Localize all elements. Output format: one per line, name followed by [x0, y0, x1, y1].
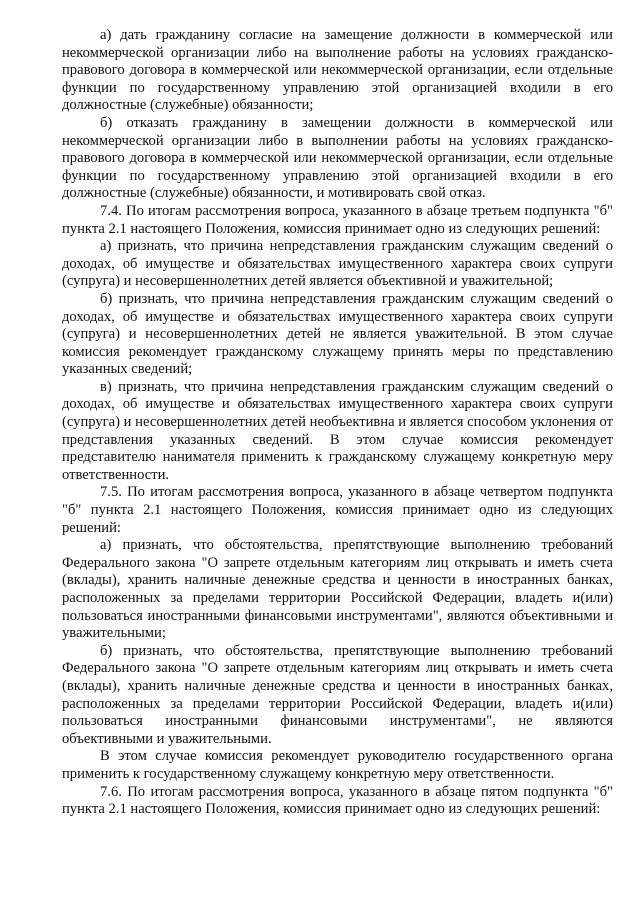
paragraph-7-5-b: б) признать, что обстоятельства, препятствующие выполнению требований Федерального закона "О запрете отдельным категориям лиц открывать и иметь счета (вклады), хранить наличные денежные средства и ценности в иностранных банках, расположенных за пределами территории Российской Федерации, владеть и(или) пользоваться иностранными финансовыми инструментами", не являются объективными и уважительными.	[62, 642, 613, 747]
paragraph-7-4-b: б) признать, что причина непредставления гражданским служащим сведений о доходах, об имуществе и обязательствах имущественного характера своих супруги (супруга) и несовершеннолетних детей не является уважительной. В этом случае комиссия рекомендует гражданскому служащему принять меры по представлению указанных сведений;	[62, 290, 613, 378]
paragraph-7-6: 7.6. По итогам рассмотрения вопроса, указанного в абзаце пятом подпункта "б" пункта 2.1 настоящего Положения, комиссия принимает одно из следующих решений:	[62, 783, 613, 818]
paragraph-7-3-a: а) дать гражданину согласие на замещение должности в коммерческой или некоммерческой организации либо на выполнение работы на условиях гражданско-правового договора в коммерческой или некоммерческой организации, если отдельные функции по государственному управлению этой организацией входили в его должностные (служебные) обязанности;	[62, 27, 613, 114]
paragraph-7-4-a: а) признать, что причина непредставления гражданским служащим сведений о доходах, об имуществе и обязательствах имущественного характера своих супруги (супруга) и несовершеннолетних детей является объективной и уважительной;	[62, 238, 613, 290]
paragraph-7-5-note: В этом случае комиссия рекомендует руководителю государственного органа применить к государственному служащему конкретную меру ответственности.	[62, 748, 613, 782]
paragraph-7-5: 7.5. По итогам рассмотрения вопроса, указанного в абзаце четвертом подпункта "б" пункта 2.1 настоящего Положения, комиссия принимает одно из следующих решений:	[62, 484, 613, 536]
paragraph-7-4-v: в) признать, что причина непредставления гражданским служащим сведений о доходах, об имуществе и обязательствах имущественного характера своих супруги (супруга) и несовершеннолетних детей необъективна и является способом уклонения от представления указанных сведений. В этом случае комиссия рекомендует представителю нанимателя применить к гражданскому служащему конкретную меру ответственности.	[62, 378, 613, 483]
paragraph-7-4: 7.4. По итогам рассмотрения вопроса, указанного в абзаце третьем подпункта "б" пункта 2.1 настоящего Положения, комиссия принимает одно из следующих решений:	[62, 202, 613, 237]
paragraph-7-5-a: а) признать, что обстоятельства, препятствующие выполнению требований Федерального закона "О запрете отдельным категориям лиц открывать и иметь счета (вклады), хранить наличные денежные средства и ценности в иностранных банках, расположенных за пределами территории Российской Федерации, владеть и(или) пользоваться иностранными финансовыми инструментами", являются объективными и уважительными;	[62, 537, 613, 642]
paragraph-7-3-b: б) отказать гражданину в замещении должности в коммерческой или некоммерческой организации либо в выполнении работы на условиях гражданско-правового договора в коммерческой или некоммерческой организации, если отдельные функции по государственному управлению этой организацией входили в его должностные (служебные) обязанности, и мотивировать свой отказ.	[62, 114, 613, 202]
